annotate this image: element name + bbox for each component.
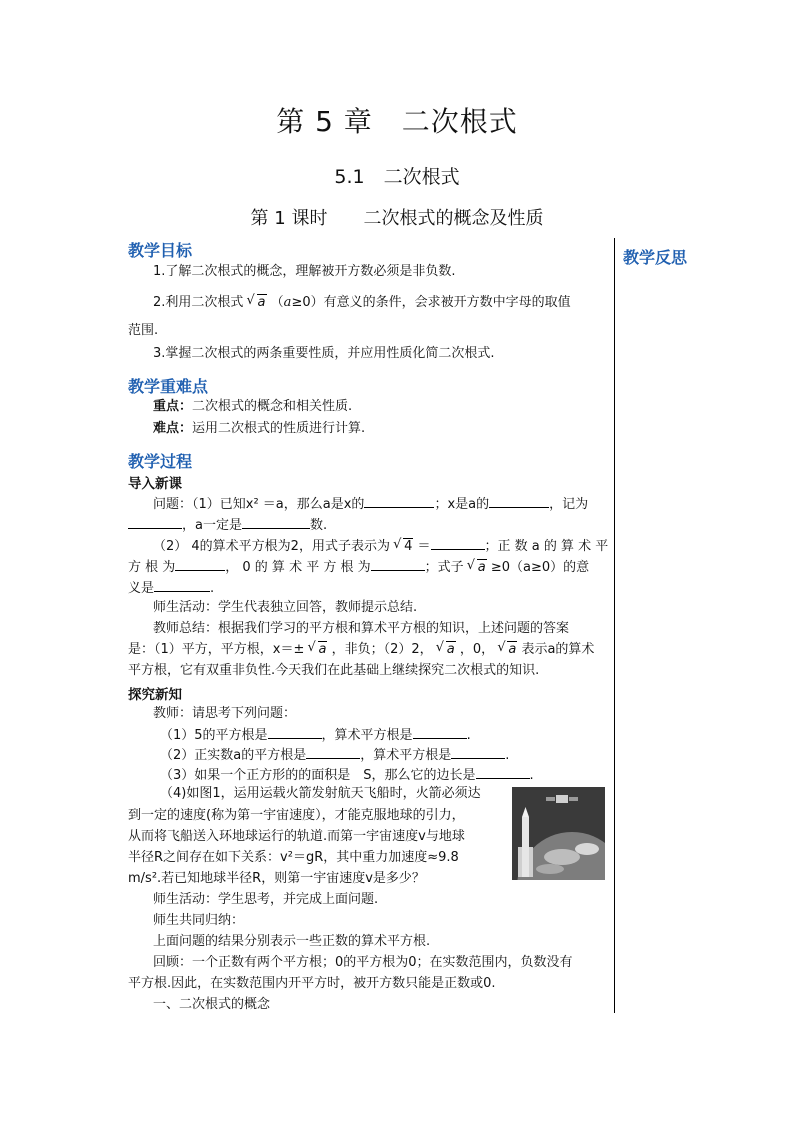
chapter-title: 第 5 章 二次根式 <box>276 105 518 138</box>
sqrt-a-3: √ a <box>309 640 328 660</box>
question-2-line2: 方 根 为 ， 0 的 算 术 平 方 根 为 ；式子 √ a ≥0（a≥0）的意 <box>128 556 589 578</box>
induce-label: 师生共同归纳： <box>153 913 245 928</box>
process-heading: 教学过程 <box>128 452 193 471</box>
explore-q1: （1）5的平方根是 ，算术平方根是 . <box>160 724 471 746</box>
lesson-title: 第 1 课时 二次根式的概念及性质 <box>250 208 544 229</box>
summary-line1: 教师总结：根据我们学习的平方根和算术平方根的知识，上述问题的答案 <box>153 621 570 636</box>
column-divider <box>614 238 615 1013</box>
question-1-line1: 问题：（1）已知x² ＝a，那么a是x的 ；x是a的 ，记为 <box>153 493 588 515</box>
explore-heading: 探究新知 <box>128 687 182 703</box>
goal-2: 2.利用二次根式 √ a （a≥0）有意义的条件，会求被开方数中字母的取值 <box>153 293 571 313</box>
difficulty: 难点：运用二次根式的性质进行计算. <box>153 421 366 436</box>
question-1-line2: ，a一定是 数. <box>128 514 327 536</box>
explore-q4-line1: （4)如图1，运用运载火箭发射航天飞船时，火箭必须达 <box>160 786 481 801</box>
key-point: 重点：二次根式的概念和相关性质. <box>153 399 353 414</box>
explore-q4-line3: 从而将飞船送入环地球运行的轨道.而第一宇宙速度v与地球 <box>128 829 465 844</box>
goals-heading: 教学目标 <box>128 241 193 260</box>
sqrt-a: √ a <box>248 293 267 313</box>
activity-2: 师生活动：学生思考，并完成上面问题. <box>153 892 379 907</box>
summary-line2: 是：（1）平方，平方根，x＝± √ a ，非负；（2）2， √ a ，0， √ a 表示a的算术 <box>128 640 594 660</box>
question-2-line1: （2） 4的算术平方根为2，用式子表示为 √ 4 ＝ ；正 数 a 的 算 术 平 <box>153 535 608 557</box>
explore-q4-line4: 半径R之间存在如下关系：v²＝gR，其中重力加速度≈9.8 <box>128 850 459 865</box>
activity-1: 师生活动：学生代表独立回答，教师提示总结. <box>153 600 418 615</box>
concept-heading: 一、二次根式的概念 <box>153 997 271 1012</box>
rocket-earth-photo <box>512 787 605 880</box>
goal-3: 3.掌握二次根式的两条重要性质，并应用性质化简二次根式. <box>153 346 495 361</box>
intro-heading: 导入新课 <box>128 476 182 492</box>
explore-q3: （3）如果一个正方形的的面积是 S，那么它的边长是 . <box>160 764 534 786</box>
rocket-earth-icon <box>512 787 605 880</box>
sqrt-a-2: √ a <box>468 558 487 578</box>
explore-q4-line2: 到一定的速度(称为第一宇宙速度），才能克服地球的引力， <box>128 808 465 823</box>
explore-q2: （2）正实数a的平方根是 ，算术平方根是 . <box>160 744 509 766</box>
induce-text: 上面问题的结果分别表示一些正数的算术平方根. <box>153 934 431 949</box>
reflection-heading: 教学反思 <box>623 248 688 267</box>
goal-2-cont: 范围. <box>128 323 159 338</box>
review-line2: 平方根.因此，在实数范围内开平方时，被开方数只能是正数或0. <box>128 976 496 991</box>
summary-line3: 平方根，它有双重非负性.今天我们在此基础上继续探究二次根式的知识. <box>128 663 540 678</box>
sqrt-a-5: √ a <box>498 640 517 660</box>
explore-q4-line5: m/s².若已知地球半径R，则第一宇宙速度v是多少？ <box>128 871 425 886</box>
review-line1: 回顾：一个正数有两个平方根；0的平方根为0；在实数范围内，负数没有 <box>153 955 573 970</box>
goal-1: 1.了解二次根式的概念，理解被开方数必须是非负数. <box>153 264 456 279</box>
section-title: 5.1 二次根式 <box>334 166 460 188</box>
sqrt-4: √ 4 <box>394 537 413 557</box>
key-points-heading: 教学重难点 <box>128 377 209 396</box>
teacher-prompt: 教师：请思考下列问题： <box>153 706 297 721</box>
sqrt-a-4: √ a <box>437 640 456 660</box>
question-2-line3: 义是 . <box>128 577 214 599</box>
